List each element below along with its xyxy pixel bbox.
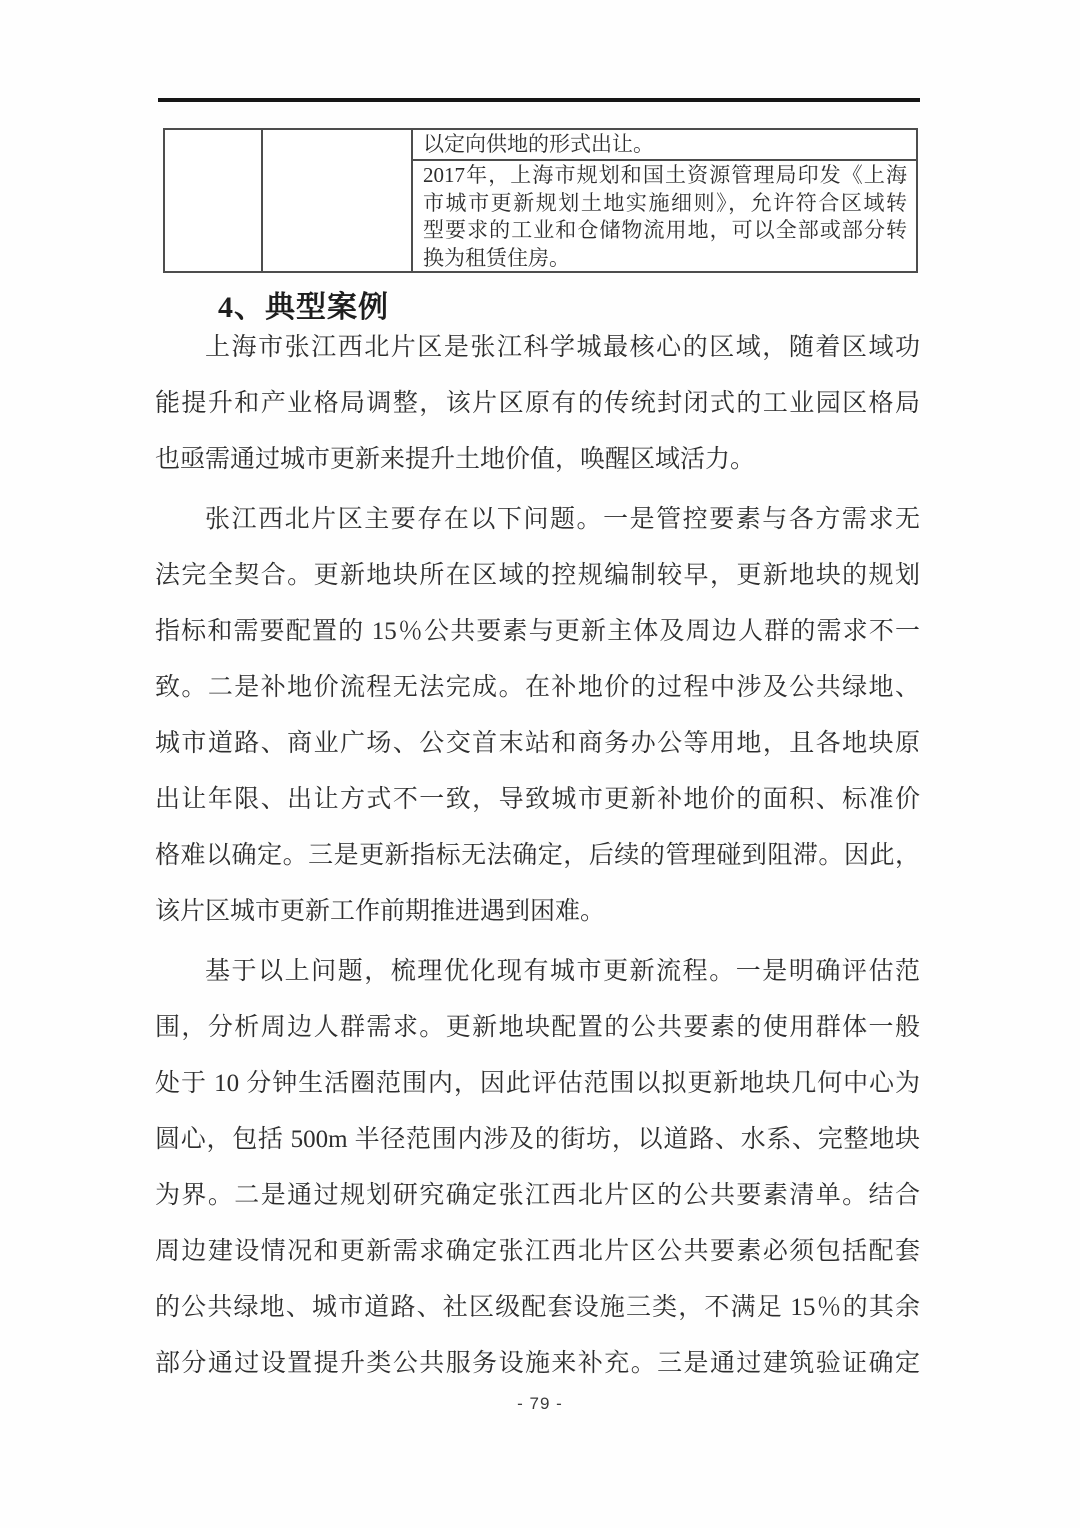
text-line: 该片区城市更新工作前期推进遇到困难。 — [155, 898, 606, 925]
header-rule — [158, 98, 920, 102]
table-cell-empty-col1 — [165, 130, 263, 272]
text-line: 张江西北片区主要存在以下问题。一是管控要素与各方需求无 — [205, 506, 920, 533]
text-line: 的公共绿地、城市道路、社区级配套设施三类，不满足 15％的其余 — [155, 1294, 920, 1321]
text-line: 城市道路、商业广场、公交首末站和商务办公等用地，且各地块原 — [155, 730, 920, 757]
text-line: 指标和需要配置的 15％公共要素与更新主体及周边人群的需求不一 — [155, 618, 920, 645]
body-text — [155, 320, 920, 1396]
text-line: 周边建设情况和更新需求确定张江西北片区公共要素必须包括配套 — [155, 1238, 920, 1265]
text-line: 上海市张江西北片区是张江科学城最核心的区域，随着区域功 — [205, 334, 920, 361]
page-number: - 79 - — [517, 1394, 563, 1413]
text-line: 圆心，包括 500m 半径范围内涉及的街坊，以道路、水系、完整地块 — [155, 1126, 920, 1153]
paragraph-1 — [155, 320, 920, 488]
text-line: 围，分析周边人群需求。更新地块配置的公共要素的使用群体一般 — [155, 1014, 920, 1041]
policy-2-line: 型要求的工业和仓储物流用地，可以全部或部分转 — [423, 218, 907, 242]
table-cell-policy-content — [413, 130, 916, 272]
table-row-policy-2 — [413, 161, 916, 272]
paragraph-3 — [155, 944, 920, 1392]
text-line: 基于以上问题，梳理优化现有城市更新流程。一是明确评估范 — [205, 958, 920, 985]
text-line: 为界。二是通过规划研究确定张江西北片区的公共要素清单。结合 — [155, 1182, 920, 1209]
paragraph-2 — [155, 492, 920, 940]
text-line: 出让年限、出让方式不一致，导致城市更新补地价的面积、标准价 — [155, 786, 920, 813]
text-line: 处于 10 分钟生活圈范围内，因此评估范围以拟更新地块几何中心为 — [155, 1070, 920, 1097]
text-line: 格难以确定。三是更新指标无法确定，后续的管理碰到阻滞。因此， — [155, 842, 920, 869]
policy-2-line: 换为租赁住房。 — [423, 245, 570, 270]
policy-table — [163, 128, 918, 273]
text-line: 致。二是补地价流程无法完成。在补地价的过程中涉及公共绿地、 — [155, 674, 920, 701]
text-line: 能提升和产业格局调整，该片区原有的传统封闭式的工业园区格局 — [155, 390, 920, 417]
text-line: 部分通过设置提升类公共服务设施来补充。三是通过建筑验证确定 — [155, 1350, 920, 1377]
section-heading: 4、典型案例 — [218, 291, 389, 324]
policy-2-line: 2017年，上海市规划和国土资源管理局印发《上海 — [423, 163, 907, 187]
table-cell-empty-col2 — [263, 130, 413, 272]
text-line: 也亟需通过城市更新来提升土地价值，唤醒区域活力。 — [155, 446, 756, 473]
text-line: 法完全契合。更新地块所在区域的控规编制较早，更新地块的规划 — [155, 562, 920, 589]
table-row-policy-1 — [413, 130, 916, 161]
policy-2-line: 市城市更新规划土地实施细则》，允许符合区域转 — [423, 190, 907, 215]
policy-1-text: 以定向供地的形式出让。 — [423, 132, 654, 156]
